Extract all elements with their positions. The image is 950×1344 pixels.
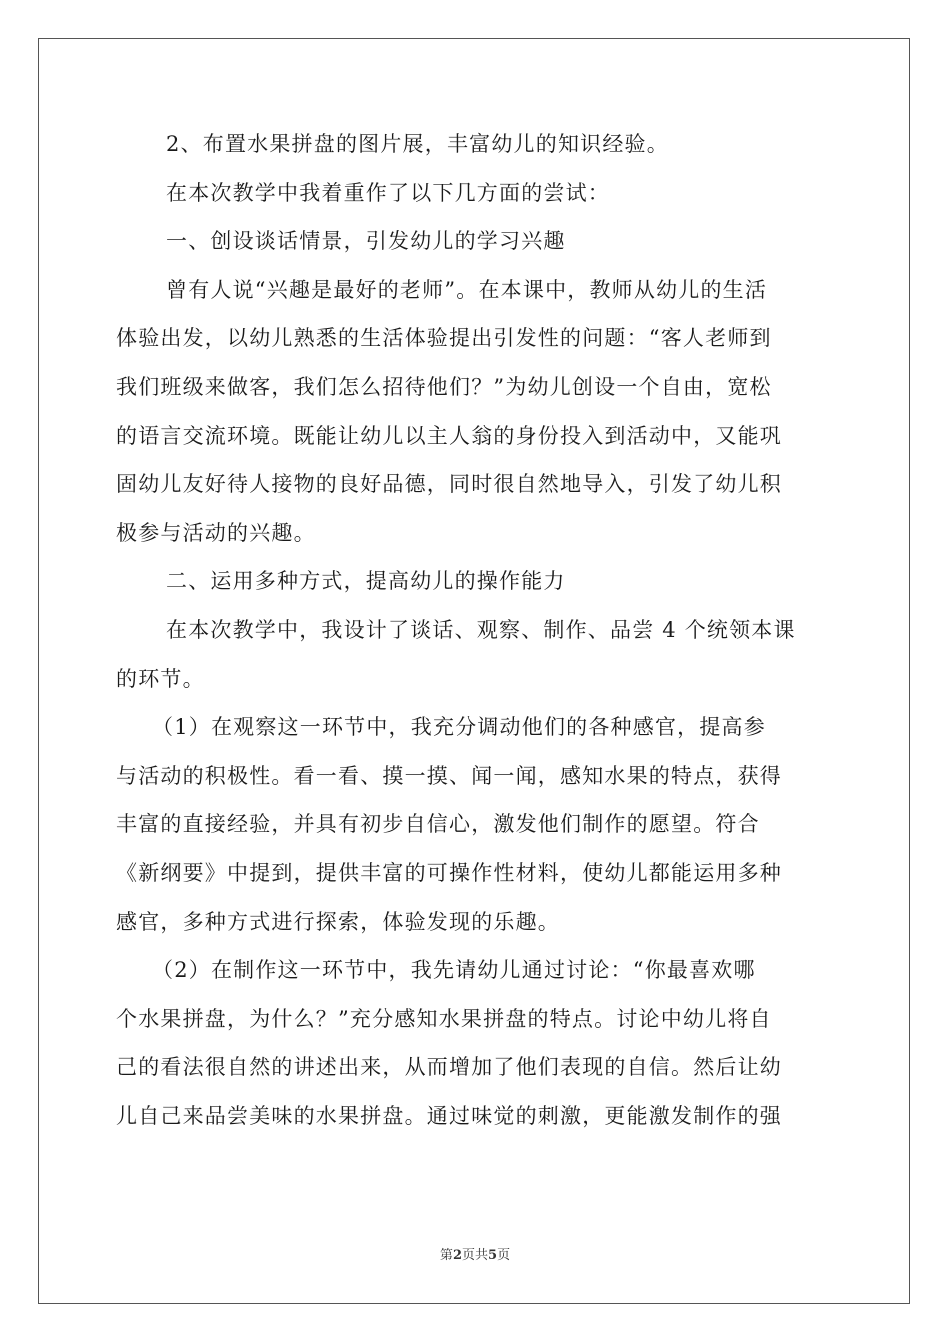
page-total: 5 [488, 1248, 498, 1263]
text-line: 极参与活动的兴趣。 [116, 520, 316, 545]
page-footer [0, 1244, 950, 1263]
text-line: 2、布置水果拼盘的图片展，丰富幼儿的知识经验。 [166, 132, 669, 156]
text-line: （1）在观察这一环节中，我充分调动他们的各种感官，提高参 [152, 715, 766, 740]
text-line: 在本次教学中我着重作了以下几方面的尝试： [166, 180, 610, 205]
total-suffix: 页 [497, 1248, 511, 1263]
text-line: 的语言交流环境。既能让幼儿以主人翁的身份投入到活动中，又能巩 [116, 423, 782, 448]
page-prefix: 第 [439, 1248, 453, 1263]
document-body [116, 120, 836, 1140]
text-line: （2）在制作这一环节中，我先请幼儿通过讨论：“你最喜欢哪 [152, 958, 756, 983]
text-line: 在本次教学中，我设计了谈话、观察、制作、品尝 4 个统领本课 [166, 617, 796, 642]
text-line: 曾有人说“兴趣是最好的老师”。在本课中，教师从幼儿的生活 [166, 277, 768, 302]
text-line: 我们班级来做客，我们怎么招待他们？”为幼儿创设一个自由，宽松 [116, 374, 772, 399]
text-line: 的环节。 [116, 666, 205, 691]
text-line: 丰富的直接经验，并具有初步自信心，激发他们制作的愿望。符合 [116, 812, 760, 837]
section-heading: 一、创设谈话情景，引发幼儿的学习兴趣 [166, 229, 566, 254]
text-line: 感官，多种方式进行探索，体验发现的乐趣。 [116, 909, 560, 934]
text-line: 《新纲要》中提到，提供丰富的可操作性材料，使幼儿都能运用多种 [116, 860, 782, 885]
text-line: 固幼儿友好待人接物的良好品德，同时很自然地导入，引发了幼儿积 [116, 472, 782, 497]
total-prefix: 共 [475, 1248, 489, 1263]
text-line: 儿自己来品尝美味的水果拼盘。通过味觉的刺激，更能激发制作的强 [116, 1103, 782, 1128]
section-heading: 二、运用多种方式，提高幼儿的操作能力 [166, 569, 566, 594]
page-suffix: 页 [461, 1248, 475, 1263]
page-current: 2 [452, 1248, 462, 1263]
text-line: 己的看法很自然的讲述出来，从而增加了他们表现的自信。然后让幼 [116, 1055, 782, 1080]
text-line: 体验出发，以幼儿熟悉的生活体验提出引发性的问题：“客人老师到 [116, 326, 772, 351]
text-line: 与活动的积极性。看一看、摸一摸、闻一闻，感知水果的特点，获得 [116, 763, 782, 788]
text-line: 个水果拼盘，为什么？”充分感知水果拼盘的特点。讨论中幼儿将自 [116, 1006, 772, 1031]
